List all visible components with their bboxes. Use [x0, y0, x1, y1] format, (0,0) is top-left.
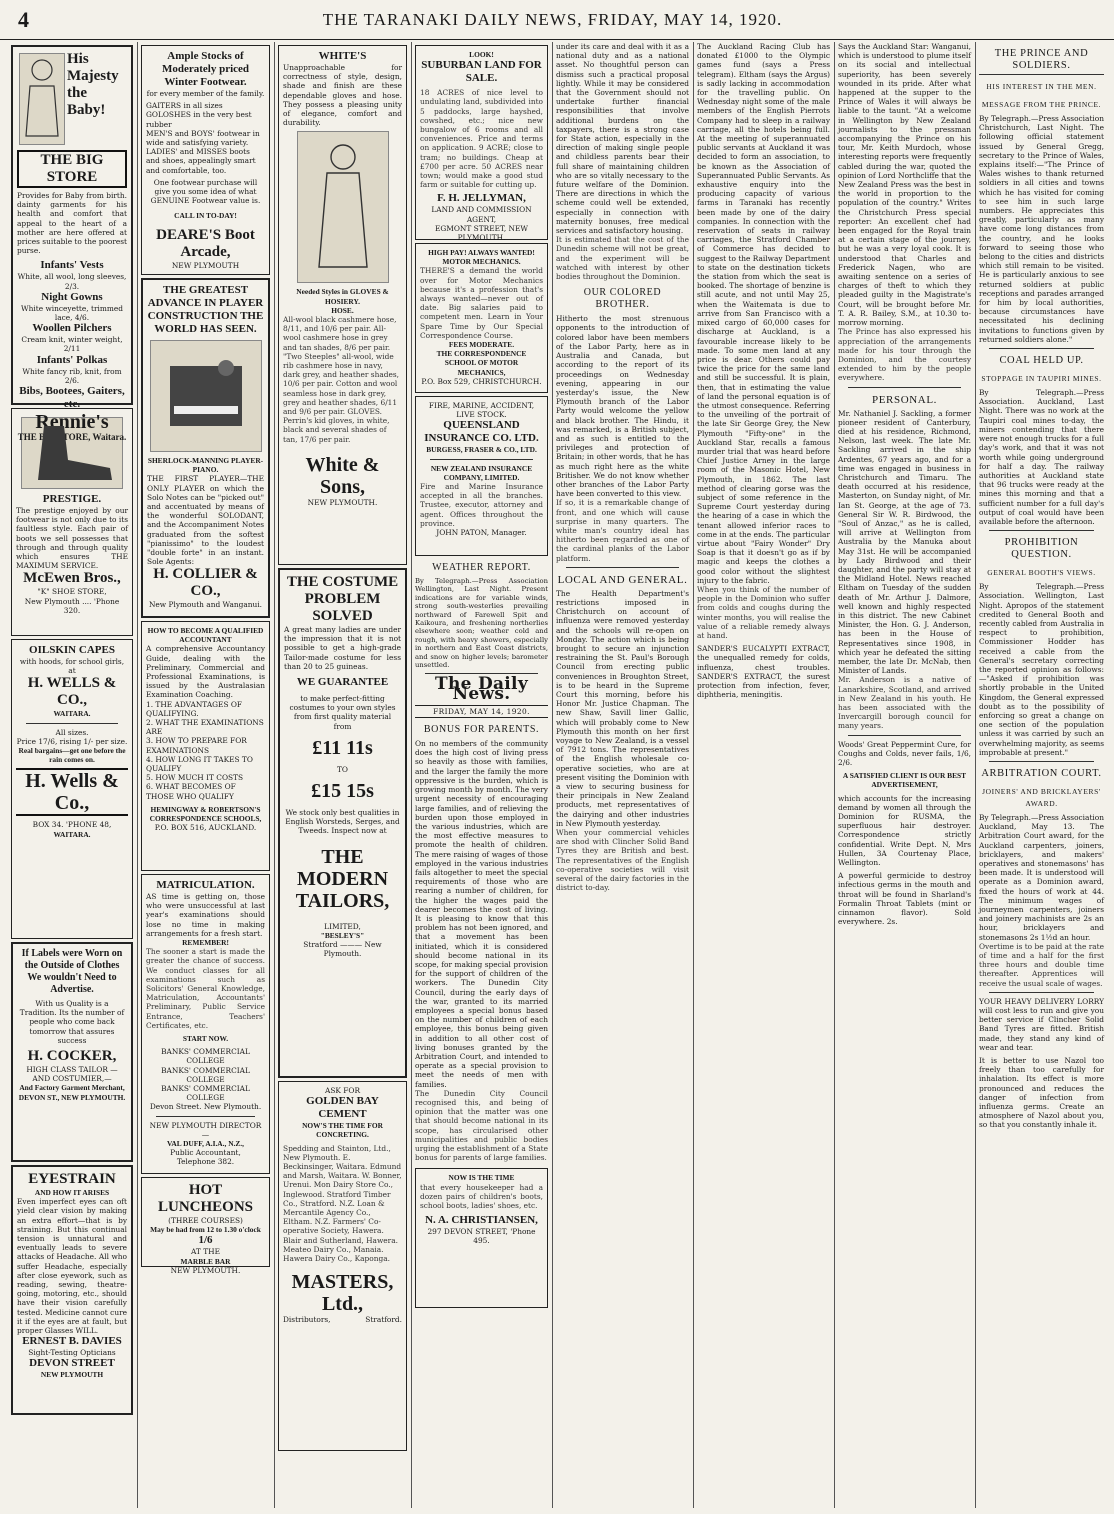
masthead: [0, 0, 1114, 40]
wells-box: BOX 34. 'PHONE 48,: [32, 820, 112, 830]
whites-hose: HOSE.: [331, 305, 354, 315]
cement-ask: ASK FOR: [324, 1086, 361, 1095]
editorial-continued: under its care and deal with it as a national duty and as a national asset. No thoughtful person can dismiss such a practical proposal lightly. While it may be considered that the Government should not undertake further financial responsibilities that involve additional burdens on the taxpayers, there is a strong case for State action, especially in the direction of making single people and childless parents bear their full share of maintaining children who are so vitally necessary to the future welfare of the Dominion. There are directions in which the scheme could well be extended, especially in connection with maternity bonuses, free medical services and satisfactory housing.: [556, 42, 689, 236]
oilskin-sizes: All sizes.: [55, 727, 89, 737]
baby-ad-line3: the: [67, 85, 87, 101]
christiansen-addr: 297 DEVON STREET, 'Phone 495.: [427, 1227, 536, 1246]
costume-town: Stratford ——— New Plymouth.: [303, 940, 382, 959]
personal-title: PERSONAL.: [872, 393, 937, 406]
editorial-title: BONUS FOR PARENTS.: [423, 724, 540, 736]
local-general-title: LOCAL AND GENERAL.: [557, 573, 688, 586]
list-item: 5. HOW MUCH IT COSTS: [146, 773, 244, 783]
oilskin-town: WAITARA.: [53, 709, 91, 719]
christiansen-brand: N. A. CHRISTIANSEN,: [425, 1214, 538, 1227]
item-desc: White winceyette, trimmed lace, 4/6.: [21, 303, 123, 323]
masters-brand: MASTERS, Ltd.,: [291, 1271, 394, 1316]
boot-illustration: [21, 417, 123, 489]
land-look: LOOK!: [469, 50, 494, 59]
big-store-footer: THE BIG STORE, Waitara.: [17, 432, 127, 443]
arbitration-title: ARBITRATION COURT.: [981, 767, 1102, 779]
wells-brand-2: H. Wells & Co.,: [16, 768, 128, 816]
insurance-agents: BURGESS, FRASER & CO., LTD.: [426, 445, 537, 455]
deares-ad: [141, 45, 270, 275]
wells-town-2: WAITARA.: [53, 829, 91, 839]
costume-note: We stock only best qualities in English Worsteds, Serges, and Tweeds. Inspect now at: [285, 808, 400, 836]
list-item: BANKS' COMMERCIAL COLLEGE: [161, 1084, 250, 1103]
column-7: Says the Auckland Star: Wanganui, which is understood to plume itself on its social and intellectual superiority, has been severely wounded in its pride. After what happened at the supper to the Prince of Wales it will always be liable to the taunt. "At a welcome in Wellington by New Zealand journalists to the pressman accompanying the Prince on his tour, Mr. Keith Murdoch, whose interesting reports were frequently cabled during the war, quoted the opinion of Lord Northcliffe that the New Zealand Press was the best in the world in proportion to the population of the country." Writes the Christchurch Press special reporter: An excellent chef had been engaged for the Royal train at a certain stage of the journey, but he was a very loyal cook. It is understood that Charles and Frederick Nagen, who are awaiting sentence on a series of charges of theft to which they pleaded guilty in the Magistrate's Court, will be brought before Mr. T. A. R. Bailey, S.M., at 10.30 to-morrow morning. The Prince has also expressed his appreciation of the arrangements made for his tour through the Dominion, and the courtesy extended to him by the people everywhere. PERSONAL. Mr. Nathaniel J. Sackling, a former pioneer resident of Canterbury, died at his residence, Richmond, Nelson, last week. The late Mr. Sackling arrived in the ship Ardentes, 67 years ago, and for a time was engaged in business in Christchurch and Timaru. The death occurred at his residence, Masterton, on Sunday night, of Mr. Ian St. George, at the age of 73. General Sir W. R. Birdwood, the "Soul of Anzac," as he is called, will arrive at Wellington from Australia by the Manuka about May 31st. He will be accompanied by Lady Birdwood and their daughter, and the party will stay at the Midland Hotel. News reached Eltham on Tuesday of the sudden death of Mr. Arthur J. Dalmore, well known and highly respected in this district. The new Cabinet Minister, the Hon. G. J. Anderson, has been in the House of Representatives since 1908, in which year he defeated the sitting member, the late Dr. McNab, then Minister of Lands. Mr. Anderson is a native of Lanarkshire, Scotland, and arrived in New Zealand in his youth. He has been associated with the Invercargill borough council for many years. Woods' Great Peppermint Cure, for Coughs and Colds, never fails, 1/6, 2/6. A SATISFIED CLIENT IS OUR BEST ADVERTISEMENT, which accounts for the increasing demand by women all through the Dominion for RUSMA, the superfluous hair destroyer. Correspondence strictly confidential. Write Dept. N, Mrs Hullen, 3A Courtenay Place, Wellington. A powerful germicide to destroy infectious germs in the mouth and throat will be found in Sharland's Formalin Throat Tablets (mint or cinnamon flavor). Sold everywhere. 2s.: [834, 42, 974, 1508]
column-5: under its care and deal with it as a national duty and as a national asset. No thoughtful person can dismiss such a practical proposal lightly. While it may be considered that the Government should not undertake further financial responsibilities that involve additional burdens on the taxpayers, there is a strong case for State action, especially in the direction of making single people and childless parents bear their full share of maintaining children who are so vitally necessary to the future welfare of the Dominion. There are directions in which the scheme could well be extended, especially in connection with maternity bonuses, free medical services and satisfactory housing. It is estimated that the cost of the Dunedin scheme will not be great, and the experiment will be watched with interest by other bodies throughout the Dominion. OUR COLORED BROTHER. Hitherto the most strenuous opponents to the introduction of colored labor have been members of the Labor Party, here as in Australia and Canada, but according to the report of its proceedings on Wednesday evening, appearing in our yesterday's issue, the New Plymouth branch of the Labor Party would welcome the yellow and black brother. The Hindu, it was remarked, is a British subject, and as such is entitled to the privileges and protection of Britain; in other words, that he has as much right here as the white Britisher. We do not know whether other branches of the Labor Party have been converted to this view. If so, it is a remarkable change of front, and one which will cause surprise in many quarters. The white man's country ideal has hitherto been regarded as one of the cardinal planks of the Labor platform. LOCAL AND GENERAL. The Health Department's restrictions imposed in Christchurch on account of influenza were removed yesterday and the schools will re-open on Monday. The action which is being brought to secure an injunction restraining the St. Paul's Borough Council from erecting public conveniences in Broughton Street, is to be heard in the Supreme Court this morning, before his Honor Mr. Justice Chapman. The new Shaw, Savill liner Gallic, which will probably come to New Plymouth this month on her first voyage to New Zealand, is a vessel of 7912 tons. The representatives of the English wholesale co-operative societies, who are at present visiting the Dominion with a view to securing business for their principals in New Zealand products, met representatives of the dairying and other industries in New Plymouth yesterday. When your commercial vehicles are shod with Clincher Solid Band Tyres they are British and best. The representatives of the English co-operative societies will visit several of the dairy factories in the district to-day.: [552, 42, 692, 1508]
nameplate: The Daily News.: [435, 674, 528, 704]
motor-title: HIGH PAY! ALWAYS WANTED! MOTOR MECHANICS.: [428, 248, 535, 267]
list-item: 2. WHAT THE EXAMINATIONS ARE: [146, 718, 264, 737]
davies-addr: DEVON STREET: [29, 1357, 115, 1370]
prohibition-text: By Telegraph.—Press Association. Wellington, Last Night. Apropos of the statement credited to General Booth and recently cabled from Australia in respect to prohibition, Commissioner Hodder has received a cable from the General's secretary correcting the reported opinion as follows:—"Asked if prohibition was shortly probable in the United Kingdom, the General expressed doubt as to the possibility of enforcing so great a change on one section of the population unless it was carried by such an overwhelming majority, as seems improbable at present.": [979, 582, 1104, 757]
baby-ad-line2: Majesty: [67, 68, 119, 84]
page-number: 4: [18, 6, 29, 32]
christiansen-ad: NOW IS THE TIME that every housekeeper had a dozen pairs of children's boots, school boots, ladies' shoes, etc. N. A. CHRISTIANSEN, 297 DEVON STREET, 'Phone 495.: [415, 1168, 548, 1308]
prince-text: By Telegraph.—Press Association Christchurch, Last Night. The following official statement issued by General Gregg, secretary to the Prince of Wales, explains itself:—"The Prince of Wales wishes to thank returned soldiers in all cities and towns which he has visited for coming to see him in such large numbers. He appreciates this greatly, particularly as many have come long distances from the country, and he looks forward to seeing those who belong to the cities and districts which still remain to be visited. He is particularly anxious to see returned soldiers at public receptions and parades arranged for him by local authorities, because circumstances have necessitated his declining invitations to functions given by returned soldiers alone.": [979, 114, 1104, 344]
lunch-hours: May be had from 12 to 1.30 o'clock: [150, 1225, 261, 1235]
matric-role: Public Accountant,: [170, 1148, 241, 1158]
oilskin-title: OILSKIN CAPES: [29, 644, 115, 656]
lady-illustration: [297, 131, 389, 283]
costume-title: THE COSTUME PROBLEM SOLVED: [286, 574, 399, 624]
arbitration-sub: JOINERS' AND BRICKLAYERS' AWARD.: [982, 786, 1101, 808]
jellyman-addr: EGMONT STREET, NEW PLYMOUTH.: [434, 223, 529, 243]
motor-addr: P.O. Box 529, CHRISTCHURCH.: [421, 376, 542, 386]
insurance-ad: FIRE, MARINE, ACCIDENT, LIVE STOCK. QUEENSLAND INSURANCE CO. LTD. BURGESS, FRASER & CO., LTD. NEW ZEALAND INSURANCE COMPANY, LIMITED. Fire and Marine Insurance accepted in all the branches. Trustee, executor, attorney and agent. Offices throughout the province. JOHN PATON, Manager.: [415, 396, 548, 556]
item-desc: White fancy rib, knit, from 2/6.: [22, 366, 122, 385]
masters-dist: Distributors,: [283, 1315, 331, 1325]
jellyman-role: LAND AND COMMISSION AGENT,: [431, 205, 532, 224]
column-4: LOOK! SUBURBAN LAND FOR SALE. 18 ACRES of nice level to undulating land, subdivided into 5 paddocks, large hayshed, cowshed, etc.; nice new bungalow of 6 rooms and all conveniences. Price and terms on application. 9 ACRE; close to tram; no buildings. Cheap at £700 per acre. 50 ACRES near town; would make a good stud farm or suitable for cutting up. F. H. JELLYMAN, LAND AND COMMISSION AGENT, EGMONT STREET, NEW PLYMOUTH. HIGH PAY! ALWAYS WANTED! MOTOR MECHANICS. THERE'S a demand the world over for Motor Mechanics because it's a profession that's always wanted—never out of date. Big salaries paid to competent men. Learn in Your Spare Time by Our Special Correspondence Course. FEES MODERATE. THE CORRESPONDENCE SCHOOL OF MOTOR MECHANICS, P.O. Box 529, CHRISTCHURCH. FIRE, MARINE, ACCIDENT, LIVE STOCK. QUEENSLAND INSURANCE CO. LTD. BURGESS, FRASER & CO., LTD. NEW ZEALAND INSURANCE COMPANY, LIMITED. Fire and Marine Insurance accepted in all the branches. Trustee, executor, attorney and agent. Offices throughout the province. JOHN PATON, Manager. WEATHER REPORT. By Telegraph.—Press Association Wellington, Last Night. Present indications are for variable winds, strong south-westerlies prevailing northward of Farewell Spit and Kaikoura, and freshening northerlies elsewhere soon; weather cold and rough, with heavy showers, especially in northern and East Coast districts, and snow on higher levels; barometer unsettled. The Daily News. FRIDAY, MAY 14, 1920. BONUS FOR PARENTS. On no members of the community does the high cost of living press so heavily as those with families, and the larger the family the more oppressive is the burden, which is growing month by month. The very urgent necessity of encouraging large families, and of relieving the burden upon those employed in the various industries, which are the most effective measures to promote the health of children. The mere raising of wages of those employed in the various industries fails altogether to meet the special requirements of those who are rearing a number of children, for the higher the wages paid the dearer becomes the cost of living. It is pleasing to know that this problem has not been ignored, and that a movement has been initiated, which it is considered should become national in its scope, for making special provision for the support of children of the workers. The Dunedin City Council, during the early days of the war, granted to its married employees a special bonus based on the number of children of each employee, this bonus being given in addition to all other cost of living bonuses granted by the Arbitration Court, and intended to operate as a special provision to meet the needs of men with families. The Dunedin City Council recognised this, and being of opinion that the matter was one that should become national in its scope, has circularised other municipalities and public bodies urging the establishment of a State bonus for parents of large families. NOW IS THE TIME that every housekeeper had a dozen pairs of children's boots, school boots, ladies' shoes, etc. N. A. CHRISTIANSEN, 297 DEVON STREET, 'Phone 495.: [411, 42, 551, 1508]
item-name: Infants' Vests: [40, 259, 104, 272]
cocker-ad: [11, 942, 133, 1162]
local-general-text: The Health Department's restrictions imposed in Christchurch on account of influenza were removed yesterday and the schools will re-open on Monday. The action which is being brought to secure an injunction restraining the St. Paul's Borough Council from erecting public conveniences in Broughton Street, is to be heard in the Supreme Court this morning, before his Honor Mr. Justice Chapman. The new Shaw, Savill liner Gallic, which will probably come to New Plymouth this month on her first voyage to New Zealand, is a vessel of 7912 tons. The representatives of the English wholesale co-operative societies, who are at present visiting the Dominion with a view to securing business for their principals in New Zealand products, met representatives of the dairying and other industries in New Plymouth yesterday.: [556, 588, 689, 828]
motor-school-ad: HIGH PAY! ALWAYS WANTED! MOTOR MECHANICS. THERE'S a demand the world over for Motor Mechanics because it's a profession that's always wanted—never out of date. Big salaries paid to competent men. Learn in Your Spare Time by Our Special Correspondence Course. FEES MODERATE. THE CORRESPONDENCE SCHOOL OF MOTOR MECHANICS, P.O. Box 529, CHRISTCHURCH.: [415, 243, 548, 393]
column-6: The Auckland Racing Club has donated £1000 to the Olympic games fund (says a Press telegram). Eltham (says the Argus) is sadly lacking in accommodation for the travelling public. On Wednesday night some of the male members of the English Pierrots Company had to sleep in a railway carriage, all the hotels being full. At the meeting of superannuated public servants at Auckland it was decided to form an association, to be known as the Association of Superannuated Public Servants. As exhaustive enquiry into the producing capacity of various farms in Taranaki has recently been made by one of the dairy companies. In connection with the reservation of seats in railway carriages, the Stratford Chamber of Commerce has decided to suggest to the Railway Department to state on the destination tickets the station from which the seat is booked. The shortage of benzine is still acute, and not until May 25, when the Waitemata is due to arrive from San Francisco with a mixed cargo of 60,000 cases for discharge at Auckland, is a favourable increase likely to be made. To some men land at any price is dear. Others could pay twice the price for the same land and still be successful. It is plain, then, that in estimating the value of land the personal equation is of the utmost consequence. Referring to the unveiling of the portrait of the late Sir George Grey, the New Plymouth "Fifty-one" in the Auckland Star, recalls a famous murder trial that was heard before Chief Justice Arney in the large room of the Masonic Hotel, New Plymouth, in 1862. The last method of clearing gorse was the subject of some reference in the Supreme Court yesterday during the hearing of a case in which the tenant allowed inferior races to come in at the ends. The particular virtue about "Fairy Wonder" Dry Soap is that it doesn't go as if by magic and keeps the clothes a good color without the slightest injury to the fabric. When you think of the number of people in the Dominion who suffer from colds and coughs during the winter months, you will realise the value of a reliable remedy always at hand. SANDER'S EUCALYPTI EXTRACT, the unequalled remedy for colds, influenza, chest troubles. SANDER'S EXTRACT, the surest protection from infection, fever, diphtheria, meningitis.: [693, 42, 833, 1508]
oilskin-sub: with hoods, for school girls, at: [19, 657, 125, 676]
column-3: [274, 42, 410, 1508]
prohibition-title: PROHIBITION QUESTION.: [1004, 537, 1079, 561]
cement-sub: NOW'S THE TIME FOR CONCRETING.: [302, 1121, 383, 1140]
oilskin-price: Price 17/6, rising 1/- per size.: [16, 736, 128, 746]
item-name: Woollen Pilchers: [32, 322, 112, 335]
accountant-title: HOW TO BECOME A QUALIFIED ACCOUNTANT: [147, 626, 264, 645]
eyestrain-sub: AND HOW IT ARISES: [34, 1188, 110, 1197]
davies-brand: ERNEST B. DAVIES: [22, 1335, 122, 1348]
baby-ad-line1: His: [67, 51, 89, 67]
coal-text: By Telegraph.—Press Association. Auckland, Last Night. There was no work at the Taupiri coal mines to-day, the miners contending that there were not enough trucks for a full day's work, and that it was not worth while going underground for half a day. The railway authorities at Auckland state that 96 trucks were ready at the mines this morning and that a sufficient number for a full day's output of coal would have been available before the afternoon.: [979, 388, 1104, 526]
list-item: LADIES' and MISSES boots and shoes, appealingly smart and comfortable, too.: [146, 147, 256, 175]
cocker-brand: H. COCKER,: [27, 1048, 117, 1065]
column-8: THE PRINCE AND SOLDIERS. HIS INTEREST IN THE MEN. MESSAGE FROM THE PRINCE. By Telegraph.—Press Association Christchurch, Last Night. The following official statement issued by General Gregg, secretary to the Prince of Wales, explains itself:—"The Prince of Wales wishes to thank returned soldiers in all cities and towns which he has visited for coming to see him in such large numbers. He appreciates this greatly, particularly as many have come long distances from the country, and he looks forward to seeing those who belong to the cities and districts which still remain to be visited. He is particularly anxious to see returned soldiers at public receptions and parades arranged for him by local authorities, because circumstances have necessitated his declining invitations to functions given by returned soldiers alone." COAL HELD UP. STOPPAGE IN TAUPIRI MINES. By Telegraph.—Press Association. Auckland, Last Night. There was no work at the Taupiri coal mines to-day, the miners contending that there were not enough trucks for a full day's work, and that it was not worth while going underground for half a day. The railway authorities at Auckland state that 96 trucks were ready at the mines this morning and that a sufficient number for a full day's output of coal would have been available before the afternoon. PROHIBITION QUESTION. GENERAL BOOTH'S VIEWS. By Telegraph.—Press Association. Wellington, Last Night. Apropos of the statement credited to General Booth and recently cabled from Australia in respect to prohibition, Commissioner Hodder has received a cable from the General's secretary correcting the reported opinion as follows:—"Asked if prohibition was shortly probable in the United Kingdom, the General expressed doubt as to the possibility of enforcing so great a change on one section of the population unless it was carried by such an overwhelming majority, as seems improbable at present." ARBITRATION COURT. JOINERS' AND BRICKLAYERS' AWARD. By Telegraph.—Press Association Auckland, May 13. The Arbitration Court award, for the Auckland carpenters, joiners, bricklayers, and makers' operatives and stonemasons' has been made. It is understood will operate as a Dominion award, fixed the hours of work at 44. The minimum wages of journeymen carpenters, joiners and joinery machinists are 2s an hour, bricklayers and stonemasons 2s 1½d an hour. Overtime is to be paid at the rate of time and a half for the first three hours and double time thereafter. Apprentices will receive the usual scale of wages. YOUR HEAVY DELIVERY LORRY will cost less to run and give you better service if Clincher Solid Band Tyres are fitted. British made, they stand any kind of wear and tear. It is better to use Nazol too freely than too carefully for inhalation. Its effect is more pronounced and reduces the danger of infection from influenza germs. Create an atmosphere of Nazol about you, so that you constantly inhale it.: [975, 42, 1107, 1508]
winter-text: Ample Stocks of Moderately priced Winter Footwear.: [161, 50, 250, 88]
player-text: THE FIRST PLAYER—THE ONLY PLAYER on which the Solo Notes can be "picked out" and accentuated by means of the wonderful SOLODANT, and the Accompaniment Notes graduated from the softest "pianissimo" to the loudest "double forte" in an instant. Sole Agents:: [147, 474, 264, 567]
modern-tailors-brand: THE MODERN TAILORS,: [295, 845, 390, 912]
matric-text: AS time is getting on, those who were unsuccessful at last year's examinations should lose no time in making arrangements for a fresh start.: [146, 892, 265, 938]
masters-town: Stratford.: [365, 1315, 402, 1325]
labels-body: With us Quality is a Tradition. Its the number of people who come back tomorrow that assures success: [19, 999, 125, 1045]
queensland-brand: QUEENSLAND INSURANCE CO. LTD.: [424, 419, 539, 445]
coal-title: COAL HELD UP.: [999, 355, 1084, 367]
lunch-sub: (THREE COURSES): [168, 1216, 243, 1225]
accountant-ad: [141, 621, 270, 871]
column-2: [137, 42, 273, 1508]
prestige-text: The prestige enjoyed by our footwear is not only due to its faultless style. Each pair of boots we sell possesses that through and through quality which ensures THE MAXIMUM SERVICE.: [16, 506, 128, 571]
costume-price2: £15 15s: [311, 780, 374, 803]
davies-town: NEW PLYMOUTH: [40, 1370, 104, 1380]
lunch-title: HOT LUNCHEONS: [157, 1182, 254, 1215]
list-item: 6. WHAT BECOMES OF THOSE WHO QUALIFY: [146, 782, 236, 801]
sanders-text: SANDER'S EUCALYPTI EXTRACT, the unequalled remedy for colds, influenza, chest troubles. SANDER'S EXTRACT, the surest protection from infection, fever, diphtheria, meningitis.: [697, 644, 830, 700]
prince-sub2: MESSAGE FROM THE PRINCE.: [981, 100, 1102, 109]
whites-sub: Needed Styles in GLOVES & HOSIERY.: [296, 287, 389, 306]
column-1: [8, 42, 136, 1508]
matric-name: VAL DUFF, A.I.A., N.Z.,: [167, 1139, 244, 1149]
cocker-addr: And Factory Garment Merchant, DEVON ST., NEW PLYMOUTH.: [18, 1083, 126, 1102]
matric-director: NEW PLYMOUTH DIRECTOR—: [149, 1120, 262, 1139]
nz-insurance: NEW ZEALAND INSURANCE COMPANY, LIMITED.: [430, 463, 533, 482]
matric-phone: Telephone 382.: [176, 1157, 235, 1167]
lunch-at: AT THE: [191, 1247, 220, 1257]
colored-brother-title: OUR COLORED BROTHER.: [583, 287, 662, 311]
winter-call: CALL IN TO-DAY!: [174, 211, 237, 221]
player-name: SHERLOCK-MANNING PLAYER-PIANO.: [147, 456, 264, 475]
rennies-brand: Rennie's: [35, 411, 109, 434]
prestige-ad: [11, 408, 133, 636]
player-title: THE GREATEST ADVANCE IN PLAYER CONSTRUCTION THE WORLD HAS SEEN.: [147, 284, 264, 335]
insurance-title: FIRE, MARINE, ACCIDENT, LIVE STOCK.: [428, 401, 535, 420]
collier-brand: H. COLLIER & CO.,: [153, 566, 258, 600]
land-title: SUBURBAN LAND FOR SALE.: [421, 59, 542, 85]
coal-sub: STOPPAGE IN TAUPIRI MINES.: [981, 374, 1102, 384]
piano-illustration: [150, 340, 262, 452]
shoe-ad-title: NOW IS THE TIME: [448, 1173, 515, 1183]
weather-heading: WEATHER REPORT.: [432, 562, 531, 573]
local-general-continued: The Auckland Racing Club has donated £1000 to the Olympic games fund (says a Press telegram). Eltham (says the Argus) is sadly lacking in accommodation for the travelling public. On Wednesday night some of the male members of the English Pierrots Company had to sleep in a railway carriage, all the hotels being full. At the meeting of superannuated public servants at Auckland it was decided to form an association, to be known as the Association of Superannuated Public Servants. As exhaustive enquiry into the producing capacity of various farms in Taranaki has recently been made by one of the dairy companies. In connection with the reservation of seats in railway carriages, the Stratford Chamber of Commerce has decided to suggest to the Railway Department to state on the destination tickets the station from which the seat is booked. The shortage of benzine is still acute, and not until May 25, when the Waitemata is due to arrive from San Francisco with a mixed cargo of 60,000 cases for discharge at Auckland, is a favourable increase likely to be made. To some men land at any price is dear. Others could pay twice the price for the same land and still be successful. It is plain, then, that in estimating the value of land the personal equation is of the utmost consequence. Referring to the unveiling of the portrait of the late Sir George Grey, the New Plymouth "Fifty-one" in the Auckland Star, recalls a famous murder trial that was heard before Chief Justice Arney in the large room of the Masonic Hotel, New Plymouth, in 1862. The last method of clearing gorse was the subject of some reference in the Supreme Court yesterday during the hearing of a case in which the tenant allowed inferior races to come in at the ends. The particular virtue about "Fairy Wonder" Dry Soap is that it doesn't go as if by magic and keeps the clothes a good color without the slightest injury to the fabric.: [697, 42, 830, 585]
personal-text: Mr. Nathaniel J. Sackling, a former pioneer resident of Canterbury, died at his residence, Richmond, Nelson, last week. The late Mr. Sackling arrived in the ship Ardentes, 67 years ago, and for a time was engaged in business in Christchurch and Timaru. The death occurred at his residence, Masterton, on Sunday night, of Mr. Ian St. George, at the age of 73. General Sir W. R. Birdwood, the "Soul of Anzac," as he is called, will arrive at Wellington from Australia by the Manuka about May 31st. He will be accompanied by Lady Birdwood and their daughter, and the party will stay at the Midland Hotel. News reached Eltham on Tuesday of the sudden death of Mr. Arthur J. Dalmore, well known and highly respected in this district. The new Cabinet Minister, the Hon. G. J. Anderson, has been in the House of Representatives since 1908, in which year he defeated the sitting member, the late Dr. McNab, then Minister of Lands.: [838, 408, 971, 676]
insurance-manager: JOHN PATON, Manager.: [436, 528, 527, 538]
costume-text: A great many ladies are under the impression that it is not possible to get a high-grade Tailor-made costume for less than 20 to 25 guineas.: [284, 625, 401, 671]
weather-text: By Telegraph.—Press Association Wellington, Last Night. Present indications are for variable winds, strong south-westerlies prevailing northward of Farewell Spit and Kaikoura, and freshening northerlies elsewhere soon; weather cold and rough, with heavy showers, especially in northern and East Coast districts, and snow on higher levels; barometer unsettled.: [415, 577, 548, 670]
deares-town: NEW PLYMOUTH: [171, 260, 240, 270]
eyestrain-ad: [11, 1165, 133, 1415]
deares-brand: DEARE'S Boot Arcade,: [156, 226, 255, 260]
jellyman-name: F. H. JELLYMAN,: [437, 192, 526, 205]
costume-price1: £11 11s: [312, 736, 373, 759]
whites-text: Unapproachable for correctness of style, design, shade and finish are these dependable gloves and hose. They possess a pleasing unity of elegance, comfort and durability.: [283, 63, 402, 128]
prince-sub1: HIS INTEREST IN THE MEN.: [986, 82, 1097, 91]
big-store-ad: [11, 45, 133, 443]
list-item: GOLOSHES in the very best rubber: [146, 110, 252, 129]
whites-title: WHITE'S: [318, 50, 367, 62]
baby-ad-line4: Baby!: [67, 102, 106, 118]
collier-ad: [141, 278, 270, 618]
nazol-text: It is better to use Nazol too freely than too carefully for inhalation. Its effect is more pronounced and reduces the danger of infection from influenza germs. Create an atmosphere of Nazol about you, so that you constantly inhale it.: [979, 1056, 1104, 1130]
davies-sub: Sight-Testing Opticians: [28, 1348, 116, 1358]
dateline: FRIDAY, MAY 14, 1920.: [415, 705, 548, 718]
matric-remember: REMEMBER!: [182, 938, 229, 948]
prestige-title: PRESTIGE.: [42, 493, 102, 505]
list-item: 1. THE ADVANTAGES OF QUALIFYING.: [146, 699, 243, 718]
big-store-intro: Provides for Baby from birth. dainty garments for his health and comfort that appeal to the heart of a mother are here offered at prices suitable to the poorest purse.: [17, 191, 127, 256]
accountant-footer: HEMINGWAY & ROBERTSON'S CORRESPONDENCE SCHOOLS,: [149, 804, 262, 824]
land-ad: LOOK! SUBURBAN LAND FOR SALE. 18 ACRES of nice level to undulating land, subdivided into 5 paddocks, large hayshed, cowshed, etc.; nice new bungalow of 6 rooms and all conveniences. Price and terms on application. 9 ACRE; close to tram; no buildings. Cheap at £700 per acre. 50 ACRES near town; would make a good stud farm or suitable for cutting up. F. H. JELLYMAN, LAND AND COMMISSION AGENT, EGMONT STREET, NEW PLYMOUTH.: [415, 45, 548, 240]
cocker-sub: HIGH CLASS TAILOR — AND COSTUMIER,—: [26, 1065, 118, 1084]
costume-guarantee: WE GUARANTEE: [296, 676, 389, 689]
item-name: Bibs, Bootees, Gaiters, etc.: [19, 385, 125, 411]
big-store-name: THE BIG STORE: [17, 150, 127, 188]
editorial-text: On no members of the community does the high cost of living press so heavily as those with families, and the larger the family the more oppressive is the burden, which is growing month by month. The very urgent necessity of encouraging large families, and of relieving the burden upon those employed in the various industries, which are the most effective measures to promote the health of children. The mere raising of wages of those employed in the various industries fails altogether to meet the special requirements of those who are rearing a number of children, for the higher the wages paid the dearer becomes the cost of living. It is pleasing to know that this problem has not been ignored, and that a movement has been initiated, which it is considered should become national in its scope, for making special provision for the support of children of the workers. The Dunedin City Council, during the early days of the war, granted to its married employees a special bonus based on the number of children of each employee, this bonus being given in addition to all other cost of living bonuses granted by the Arbitration Court, and intended to operate as a special provision to meet the needs of men with families.: [415, 739, 548, 1089]
cement-title: GOLDEN BAY CEMENT: [306, 1095, 379, 1121]
matric-start: START NOW.: [182, 1034, 229, 1044]
list-item: BANKS' COMMERCIAL COLLEGE: [161, 1047, 250, 1066]
collier-town: New Plymouth and Wanganui.: [148, 600, 263, 610]
costume-bldg: "BESLEY'S": [320, 930, 365, 940]
whites-town: NEW PLYMOUTH.: [307, 497, 378, 507]
accountant-addr: P.O. BOX 516, AUCKLAND.: [154, 823, 257, 833]
motor-school: THE CORRESPONDENCE SCHOOL OF MOTOR MECHANICS,: [436, 349, 527, 377]
item-desc: Cream knit, winter weight, 2/11: [21, 335, 123, 354]
list-item: 4. HOW LONG IT TAKES TO QUALIFY: [146, 754, 253, 774]
marble-bar-brand: MARBLE BAR: [180, 1256, 231, 1266]
whites-brand: White & Sons,: [305, 453, 380, 498]
item-name: Night Gowns: [41, 290, 103, 303]
colored-brother-text: Hitherto the most strenuous opponents to the introduction of colored labor have been members of the Labor Party, here as in Australia and Canada, but according to the report of its proceedings on Wednesday evening, appearing in our yesterday's issue, the New Plymouth branch of the Labor Party would welcome the yellow and black brother. The Hindu, it was remarked, is a British subject, and as such is entitled to the privileges and protection of Britain; in other words, that he has as much right here as the white Britisher. We do not know whether other branches of the Labor Party have been converted to this view.: [556, 314, 689, 499]
oilskin-note: Real bargains—get one before the rain comes on.: [18, 746, 126, 765]
column-7-text: Says the Auckland Star: Wanganui, which is understood to plume itself on its social and intellectual superiority, has been severely wounded in its pride. After what happened at the supper to the Prince of Wales it will always be liable to the taunt. "At a welcome in Wellington by New Zealand journalists to the pressman accompanying the Prince on his tour, Mr. Keith Murdoch, whose interesting reports were frequently cabled during the war, quoted the opinion of Lord Northcliffe that the New Zealand Press was the best in the world in proportion to the population of the country." Writes the Christchurch Press special reporter: An excellent chef had been engaged for the Royal train at a certain stage of the journey, but he was a very loyal cook. It is understood that Charles and Frederick Nagen, who are awaiting sentence on a series of charges of theft to which they pleaded guilty in the Magistrate's Court, will be brought before Mr. T. A. R. Bailey, S.M., at 10.30 to-morrow morning.: [838, 42, 971, 328]
prohibition-sub: GENERAL BOOTH'S VIEWS.: [987, 568, 1096, 578]
satisfied-title: A SATISFIED CLIENT IS OUR BEST ADVERTISEMENT,: [842, 771, 967, 790]
labels-text: If Labels were Worn on the Outside of Clothes We wouldn't Need to Advertise.: [21, 948, 123, 995]
prestige-sub: "K" SHOE STORE,: [37, 587, 107, 597]
lunch-price: 1/6: [198, 1234, 213, 1247]
remedy-text: A powerful germicide to destroy infectious germs in the mouth and throat will be found in Sharland's Formalin Throat Tablets (mint or cinnamon flavor). Sold everywhere. 2s.: [838, 871, 971, 927]
list-item: BANKS' COMMERCIAL COLLEGE: [161, 1065, 250, 1084]
eyestrain-text: Even imperfect eyes can oft yield clear vision by making an extra effort—that is by straining. But this continual tension is unnatural and eventually leads to severe attacks of Headache. All who suffer Headache, especially after close eyework, such as reading, sewing, theatre-going, motoring, etc., should have their vision carefully tested. Medicine cannot cure it if the eyes are at fault, but proper Glasses WILL.: [17, 1197, 127, 1336]
marble-bar-ad: [141, 1177, 270, 1275]
list-item: GAITERS in all sizes: [146, 101, 223, 111]
item-name: Infants' Polkas: [36, 353, 108, 366]
mcewen-brand: McEwen Bros.,: [23, 570, 121, 587]
modern-tailors-ad: [278, 568, 407, 1078]
motor-fees: FEES MODERATE.: [448, 340, 515, 350]
winter-body: for every member of the family.: [146, 89, 265, 98]
costume-to: TO: [337, 764, 348, 774]
prestige-footer: New Plymouth .... 'Phone 320.: [24, 596, 120, 615]
matric-title: MATRICULATION.: [156, 879, 255, 891]
golden-bay-ad: ASK FOR GOLDEN BAY CEMENT NOW'S THE TIME FOR CONCRETING. Spedding and Stainton, Ltd., New Plymouth. E. Beckinsinger, Waitara. Edmund and Marsh, Waitara. W. Bonner, Urenui. Mon Dairy Store Co., Inglewood. Stratford Timber Co., Stratford. N.Z. Loan & Mercantile Agency Co., Eltham. N.Z. Farmers' Co-operative Society, Hawera. Blair and Sutherland, Hawera. Meateo Dairy Co., Manaia. Hawera Dairy Co., Kaponga. MASTERS, Ltd., Distributors, Stratford.: [278, 1081, 407, 1451]
matric-ad: MATRICULATION. AS time is getting on, those who were unsuccessful at last year's examinations should lose no time in making arrangements for a fresh start. REMEMBER! The sooner a start is made the greater the chance of success. We conduct classes for all examinations such as Solicitors' General Knowledge, Matriculation, Accountants' Preliminary, Public Service Entrance, Teachers' Certificates, etc. START NOW. BANKS' COMMERCIAL COLLEGE BANKS' COMMERCIAL COLLEGE BANKS' COMMERCIAL COLLEGE Devon Street. New Plymouth. NEW PLYMOUTH DIRECTOR— VAL DUFF, A.I.A., N.Z., Public Accountant, Telephone 382.: [141, 874, 270, 1174]
eyestrain-title: EYESTRAIN: [28, 1171, 116, 1187]
arbitration-text: By Telegraph.—Press Association Auckland, May 13. The Arbitration Court award, for the Auckland carpenters, joiners, bricklayers, and makers' operatives and stonemasons' has been made. It is understood will operate as a Dominion award, fixed the hours of work at 44. The minimum wages of journeymen carpenters, joiners and joinery machinists are 2s an hour, bricklayers and stonemasons 2s 1½d an hour.: [979, 812, 1104, 942]
accountant-text: A comprehensive Accountancy Guide, dealing with the Preliminary, Commercial and Professional Examinations, is issued by the Australasian Examination Coaching.: [146, 644, 265, 700]
lorry-text: YOUR HEAVY DELIVERY LORRY will cost less to run and give you better service if Clincher Solid Band Tyres are fitted. British made, they stand any kind of wear and tear.: [979, 996, 1104, 1052]
wells-brand: H. WELLS & CO.,: [27, 675, 117, 709]
page-title: THE TARANAKI DAILY NEWS, FRIDAY, MAY 14, 1920.: [322, 9, 783, 29]
satisfied-body: which accounts for the increasing demand by women all through the Dominion for RUSMA, the superfluous hair destroyer. Correspondence strictly confidential. Write Dept. N, Mrs Hullen, 3A Courtenay Place, Wellington.: [838, 793, 971, 868]
baby-illustration: [19, 53, 65, 145]
list-item: 3. HOW TO PREPARE FOR EXAMINATIONS: [146, 736, 247, 755]
list-item: MEN'S and BOYS' footwear in wide and satisfying variety.: [146, 128, 260, 148]
whites-ad: WHITE'S Unapproachable for correctness of style, design, shade and finish are these dependable gloves and hose. They possess a pleasing unity of elegance, comfort and durability. Needed Styles in GLOVES & HOSIERY. HOSE. All-wool black cashmere hose, 8/11, and 10/6 per pair. All-wool cashmere hose in grey and tan shades, 8/6 per pair. "Two Steeples" all-wool, wide rib cashmere hose in navy, dark grey, and heather shades, 10/6 per pair. Cotton and wool seamless hose in dark grey, grey and heather shades, 6/11 and 9/6 per pair. GLOVES. Perrin's kid gloves, in white, black and several shades of tan, 17/6 per pair. White & Sons, NEW PLYMOUTH.: [278, 45, 407, 565]
costume-body: to make perfect-fitting costumes to your own styles from first quality material from: [289, 694, 396, 731]
winter-note: One footwear purchase will give you some idea of what GENUINE Footwear value is.: [150, 177, 261, 206]
matric-addr: Devon Street. New Plymouth.: [149, 1102, 262, 1112]
peppermint-text: Woods' Great Peppermint Cure, for Coughs and Colds, never fails, 1/6, 2/6.: [838, 739, 971, 768]
costume-limited: LIMITED,: [324, 921, 361, 931]
oilskin-ad: [11, 639, 133, 939]
marble-bar-town: NEW PLYMOUTH.: [170, 1265, 241, 1275]
item-desc: White, all wool, long sleeves, 2/3.: [17, 272, 127, 291]
prince-title: THE PRINCE AND SOLDIERS.: [979, 48, 1104, 75]
